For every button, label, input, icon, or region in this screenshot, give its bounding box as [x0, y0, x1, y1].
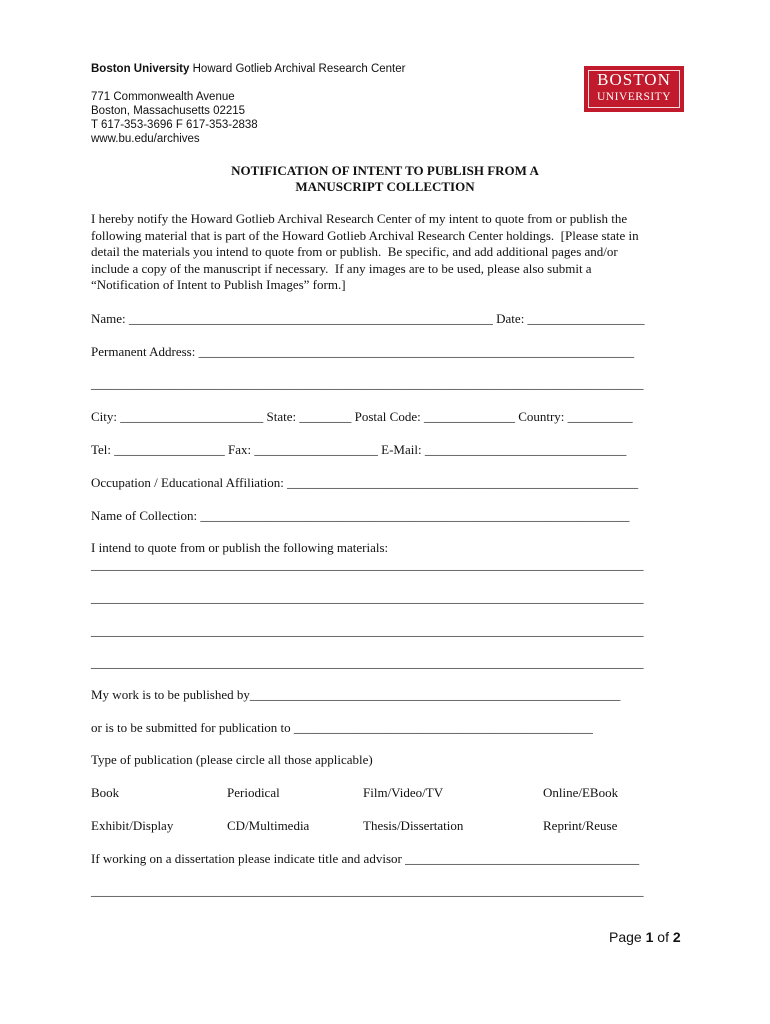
collection-name-field[interactable]: Name of Collection: __________________________________________________________________: [91, 508, 630, 523]
permanent-address-field[interactable]: Permanent Address: ___________________________________________________________________: [91, 344, 635, 359]
phone-fax: T 617-353-3696 F 617-353-2838: [91, 119, 258, 131]
boston-university-logo: [584, 66, 684, 112]
form-title-line-1: NOTIFICATION OF INTENT TO PUBLISH FROM A: [231, 163, 539, 178]
option-periodical[interactable]: Periodical: [227, 785, 280, 800]
option-cd-multimedia[interactable]: CD/Multimedia: [227, 818, 310, 833]
page-prefix: Page: [609, 929, 646, 945]
option-exhibit-display[interactable]: Exhibit/Display: [91, 818, 174, 833]
logo-text-boston: BOSTON: [597, 70, 671, 89]
submitted-to-field[interactable]: or is to be submitted for publication to ______________________________________________: [91, 720, 593, 735]
materials-line-2[interactable]: _____________________________________________________________________________________: [91, 590, 644, 605]
org-name-bold: Boston University: [91, 63, 190, 75]
form-title-line-2: MANUSCRIPT COLLECTION: [295, 179, 475, 194]
publication-type-label: Type of publication (please circle all those applicable): [91, 752, 373, 767]
page-current: 1: [645, 929, 654, 945]
materials-line-1[interactable]: _____________________________________________________________________________________: [91, 557, 644, 572]
address-line-1: 771 Commonwealth Avenue: [91, 91, 235, 103]
intro-paragraph: [91, 211, 691, 294]
intro-line: following material that is part of the Howard Gotlieb Archival Research Center holdings. [Please state in: [91, 227, 639, 243]
tel-fax-email-field[interactable]: Tel: _________________ Fax: ___________________ E-Mail: _______________________________: [91, 442, 627, 457]
city-state-postal-country-field[interactable]: City: ______________________ State: ________ Postal Code: ______________ Country: __________: [91, 409, 633, 424]
materials-line-4[interactable]: _____________________________________________________________________________________: [91, 655, 644, 670]
published-by-field[interactable]: My work is to be published by_________________________________________________________: [91, 687, 621, 702]
org-name: [91, 62, 405, 76]
option-reprint-reuse[interactable]: Reprint/Reuse: [543, 818, 618, 833]
name-date-field[interactable]: Name: ________________________________________________________ Date: __________________: [91, 311, 645, 326]
org-name-rest: Howard Gotlieb Archival Research Center: [189, 63, 406, 75]
option-film-video-tv[interactable]: Film/Video/TV: [363, 785, 444, 800]
materials-line-3[interactable]: _____________________________________________________________________________________: [91, 623, 644, 638]
intro-line: detail the materials you intend to quote from or publish. Be specific, and add additional pages and/or: [91, 244, 618, 259]
intro-line: I hereby notify the Howard Gotlieb Archival Research Center of my intent to quote from or publish the: [91, 211, 628, 226]
intro-line: “Notification of Intent to Publish Images” form.]: [91, 277, 346, 292]
option-online-ebook[interactable]: Online/EBook: [543, 785, 619, 800]
occupation-field[interactable]: Occupation / Educational Affiliation: ______________________________________________________: [91, 475, 639, 490]
dissertation-field[interactable]: If working on a dissertation please indicate title and advisor ____________________________________: [91, 851, 640, 866]
page-number: [609, 929, 681, 945]
logo-text-university: UNIVERSITY: [597, 91, 671, 103]
intro-line: include a copy of the manuscript if necessary. If any images are to be used, please also submit a: [91, 260, 592, 276]
address-continuation-field[interactable]: _____________________________________________________________________________________: [91, 376, 644, 391]
materials-label: I intend to quote from or publish the following materials:: [91, 540, 389, 555]
address-line-2: Boston, Massachusetts 02215: [91, 105, 246, 117]
page-of: of: [653, 929, 673, 945]
page-total: 2: [672, 929, 681, 945]
dissertation-continuation-field[interactable]: _____________________________________________________________________________________: [91, 883, 644, 898]
option-book[interactable]: Book: [91, 785, 120, 800]
website: www.bu.edu/archives: [91, 133, 200, 145]
option-thesis-dissertation[interactable]: Thesis/Dissertation: [363, 818, 464, 833]
